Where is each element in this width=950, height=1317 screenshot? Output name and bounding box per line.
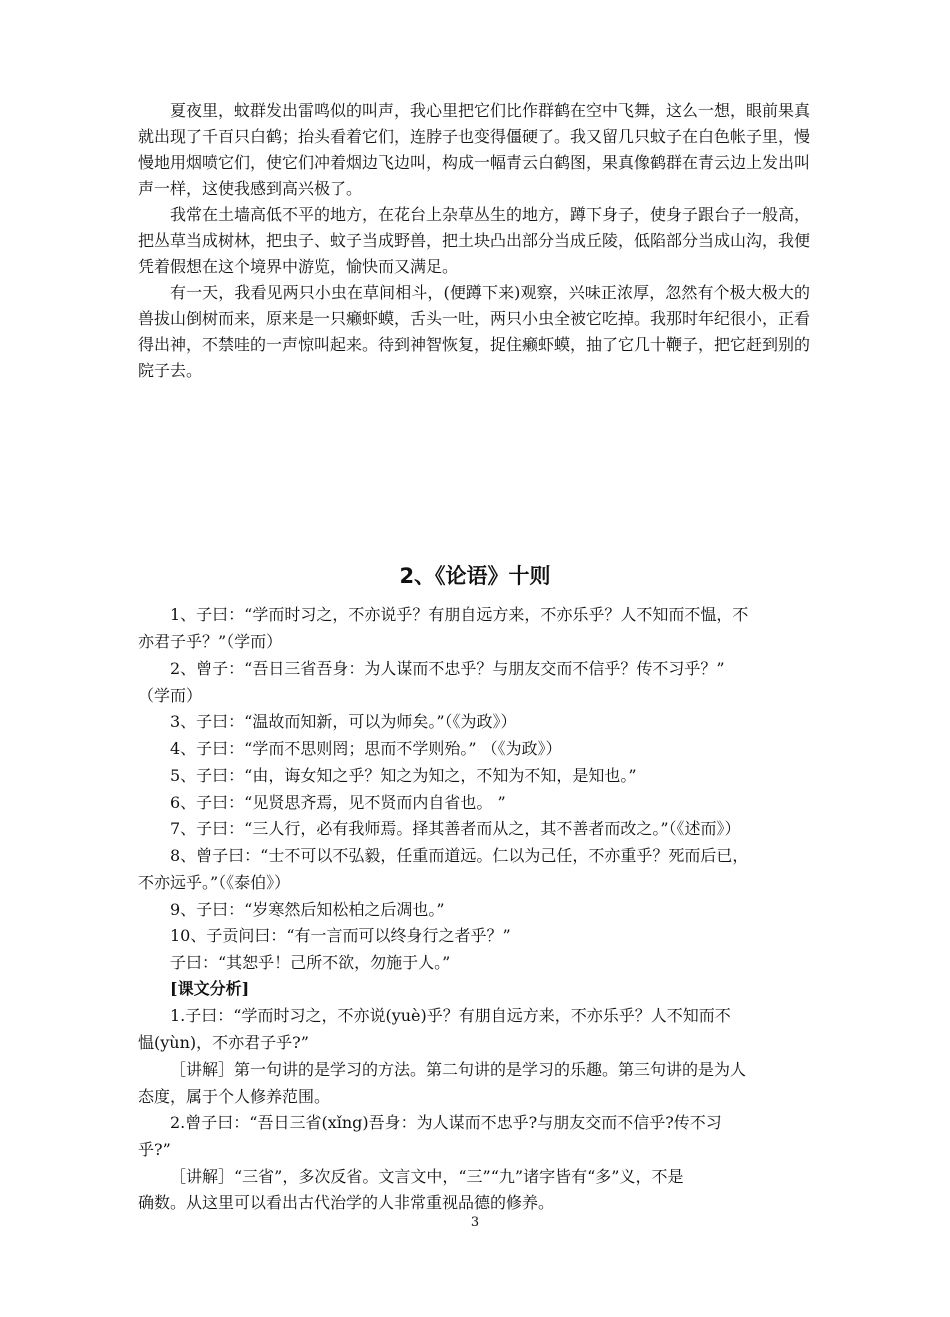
text-line: 1.子曰：“学而时习之，不亦说(yuè)乎？有朋自远方来，不亦乐乎？人不知而不 [170,1006,731,1025]
text-line: 2.曾子曰：“吾日三省(xǐng)吾身：为人谋而不忠乎?与朋友交而不信乎?传不习 [170,1113,722,1132]
text-line: 5、子曰：“由，诲女知之乎？知之为知之，不知为不知，是知也。” [170,766,637,785]
text-line: 3、子曰：“温故而知新，可以为师矣。”（《为政》） [170,712,517,731]
text-line: 确数。从这里可以看出古代治学的人非常重视品德的修养。 [138,1193,555,1212]
text-line: 6、子曰：“见贤思齐焉，见不贤而内自省也。 ” [170,793,506,812]
text-line: 乎?” [138,1140,171,1159]
text-line: 7、子曰：“三人行，必有我师焉。择其善者而从之，其不善者而改之。”（《述而》） [170,819,741,838]
text-line: 亦君子乎？”（学而） [138,632,283,651]
section-title: 2、《论语》十则 [399,564,551,588]
text-line: ［讲解］“三省”，多次反省。文言文中，“三”“九”诸字皆有“多”义，不是 [170,1167,684,1186]
text-line: 8、曾子曰：“士不可以不弘毅，任重而道远。仁以为己任，不亦重乎？死而后已， [170,846,749,865]
analysis-heading: [课文分析] [170,979,250,998]
text-line: 2、曾子：“吾日三省吾身：为人谋而不忠乎？与朋友交而不信乎？传不习乎？” [170,659,725,678]
text-line: 愠(yùn)，不亦君子乎?” [138,1033,309,1052]
text-line: 1、子曰：“学而时习之，不亦说乎？有朋自远方来，不亦乐乎？人不知而不愠，不 [170,605,749,624]
page-number: 3 [470,1215,480,1230]
text-line: 态度，属于个人修养范围。 [138,1087,331,1106]
text-line: （学而） [138,686,203,705]
intro-paragraph-1: 夏夜里，蚊群发出雷鸣似的叫声，我心里把它们比作群鹤在空中飞舞，这么一想，眼前果真就出现了千百只白鹤；抬头看着它们，连脖子也变得僵硬了。我又留几只蚊子在白色帐子里，慢慢地用烟喷它们，使它们冲着烟边飞边叫，构成一幅青云白鹤图，果真像鹤群在青云边上发出叫声一样，这使我感到高兴极了。 [138,101,811,198]
text-line: 9、子曰：“岁寒然后知松柏之后凋也。” [170,900,445,919]
intro-paragraph-2: 我常在土墙高低不平的地方，在花台上杂草丛生的地方，蹲下身子，使身子跟台子一般高，把丛草当成树林，把虫子、蚊子当成野兽，把土块凸出部分当成丘陵，低陷部分当成山沟，我便凭着假想在这个境界中游览，愉快而又满足。 [138,205,811,276]
text-line: 4、子曰：“学而不思则罔；思而不学则殆。” （《为政》） [170,739,562,758]
text-line: 子曰：“其恕乎！己所不欲，勿施于人。” [170,953,451,972]
text-line: ［讲解］第一句讲的是学习的方法。第二句讲的是学习的乐趣。第三句讲的是为人 [170,1060,747,1079]
text-line: 不亦远乎。”（《泰伯》） [138,873,291,892]
text-line: 10、子贡问曰：“有一言而可以终身行之者乎？” [170,926,511,945]
intro-paragraph-3: 有一天，我看见两只小虫在草间相斗，(便蹲下来)观察，兴味正浓厚，忽然有个极大极大的兽拔山倒树而来，原来是一只癞虾蟆，舌头一吐，两只小虫全被它吃掉。我那时年纪很小，正看得出神，不禁哇的一声惊叫起来。待到神智恢复，捉住癞虾蟆，抽了它几十鞭子，把它赶到别的院子去。 [138,283,811,380]
